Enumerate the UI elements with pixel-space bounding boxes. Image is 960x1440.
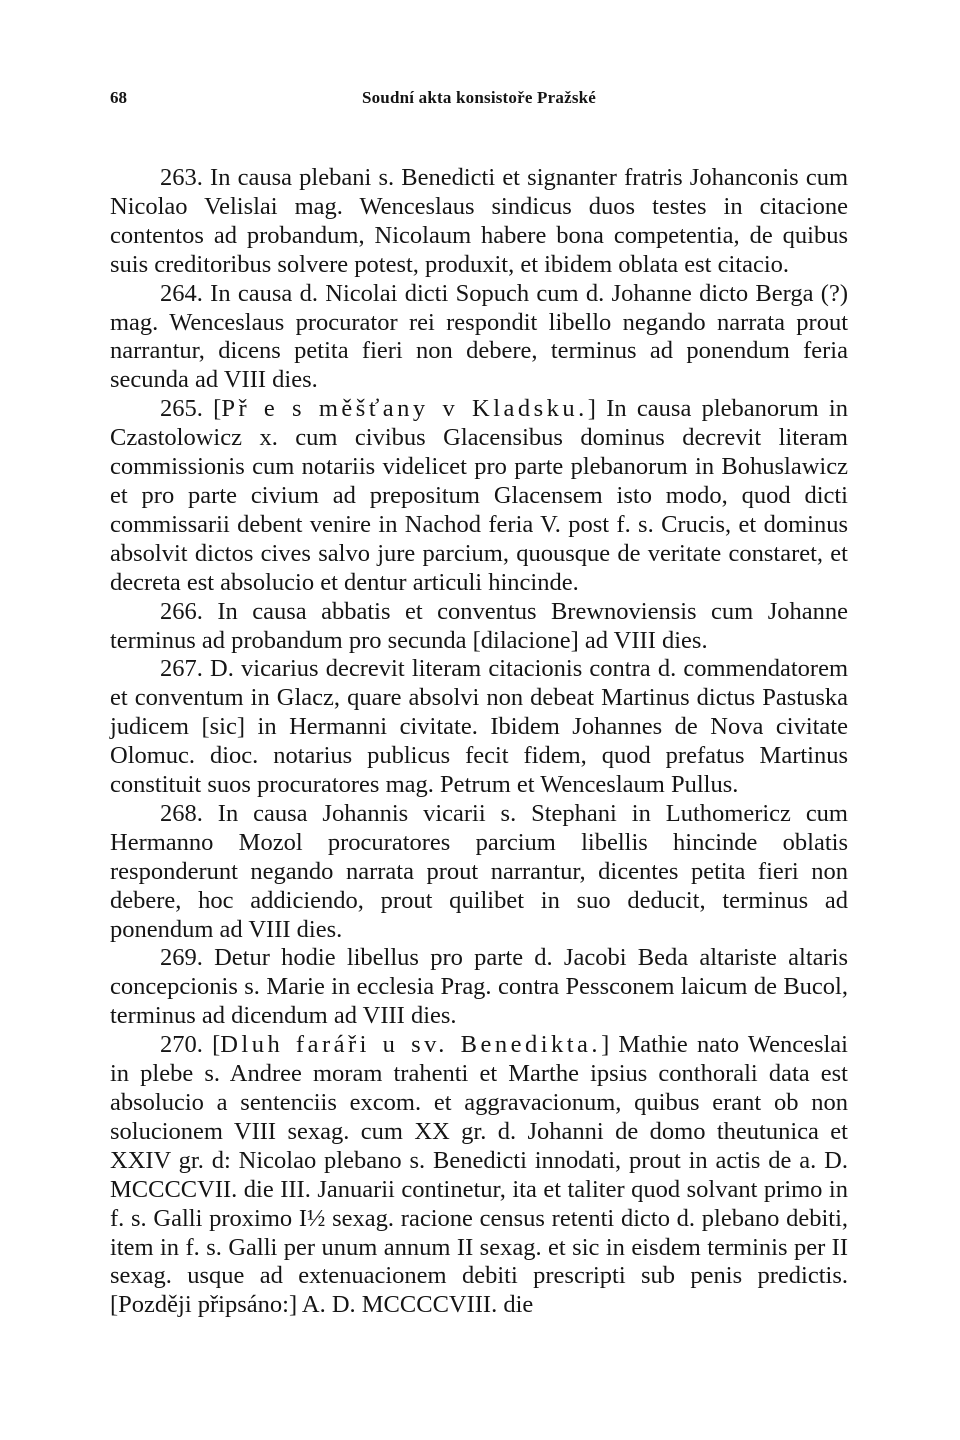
entry-264 — [110, 280, 848, 396]
entry-text: 266. In causa abbatis et conventus Brewnoviensis cum Johanne terminus ad probandum pro secunda [dilacione] ad VIII dies. — [110, 597, 848, 654]
entry-text: 268. In causa Johannis vicarii s. Stephani in Luthomericz cum Hermanno Mozol procuratores parcium libellis hincinde oblatis responderunt negando narrata prout narrantur, dicentes petita fieri non debere, hoc addiciendo, prout quilibet in suo deducit, terminus ad ponendum ad VIII dies. — [110, 799, 848, 943]
entry-text: 269. Detur hodie libellus pro parte d. Jacobi Beda altariste altaris concepcionis s. Marie in ecclesia Prag. contra Pessconem laicum de Bucol, terminus ad dicendum ad VIII dies. — [110, 944, 848, 1030]
running-head — [110, 88, 848, 118]
entry-268 — [110, 800, 848, 945]
entry-text: 263. In causa plebani s. Benedicti et signanter fratris Johanconis cum Nicolao Velislai mag. Wenceslaus sindicus duos testes in citacione contentos ad probandum, Nicolaum habere bona competentia, de quibus suis creditoribus solvere potest, produxit, et ibidem oblata est citacio. — [110, 164, 848, 278]
entry-270 — [110, 1031, 848, 1320]
entry-text: 267. D. vicarius decrevit literam citacionis contra d. commendatorem et conventum in Glacz, quare absolvi non debeat Martinus dictus Pastuska judicem [sic] in Hermanni civitate. Ibidem Johannes de Nova civitate Olomuc. dioc. notarius publicus fecit fidem, quod prefatus Martinus constituit suos procuratores mag. Petrum et Wenceslaum Pullus. — [110, 655, 848, 799]
rubric-heading: Dluh faráři u sv. Benedikta. — [220, 1031, 602, 1059]
entry-266 — [110, 598, 848, 656]
entry-263 — [110, 164, 848, 280]
document-body — [110, 164, 848, 1320]
entry-lead: 270. [ — [160, 1031, 221, 1059]
entry-text: ] Mathie nato Wenceslai in plebe s. Andree moram trahenti et Marthe ipsius conthorali data est absolucio a sentenciis excom. et aggravacionum, quibus erant ob non solucionem VIII sexag. cum XX gr. d. Johanni de domo theutunica et XXIV gr. d: Nicolao plebano s. Benedicti innodati, prout in actis de a. D. MCCCCVII. die III. Januarii continetur, ita et taliter quod solvant primo in f. s. Galli proximo I½ sexag. racione census retenti dicto d. plebano debiti, item in f. s. Galli per unum annum II sexag. et sic in eisdem terminis per II sexag. usque ad extenuacionem debiti prescripti sub penis predictis. [Později připsáno:] A. D. MCCCCVIII. die — [110, 1031, 848, 1319]
rubric-heading: Př e s měšťany v Kladsku. — [221, 395, 588, 423]
running-title: Soudní akta konsistoře Pražské — [361, 88, 597, 107]
entry-269 — [110, 944, 848, 1031]
entry-267 — [110, 655, 848, 800]
entry-text: 264. In causa d. Nicolai dicti Sopuch cum d. Johanne dicto Berga (?) mag. Wenceslaus procurator rei respondit libello negando narrata prout narrantur, dicens petita fieri non debere, terminus ad ponendum feria secunda ad VIII dies. — [110, 279, 848, 394]
entry-265 — [110, 395, 848, 597]
page-number: 68 — [110, 88, 127, 107]
entry-lead: 265. [ — [160, 395, 222, 423]
entry-text: ] In causa plebanorum in Czastolowicz x. cum civibus Glacensibus dominus decrevit literam commissionis cum notariis videlicet pro parte plebanorum in Bohuslawicz et pro parte civium ad prepositum Glacensem isto modo, quod dicti commissarii debent venire in Nachod feria V. post f. s. Crucis, et dominus absolvit dictos cives salvo jure parcium, quousque de veritate constaret, et decreta est absolucio et dentur articuli hincinde. — [110, 395, 848, 596]
